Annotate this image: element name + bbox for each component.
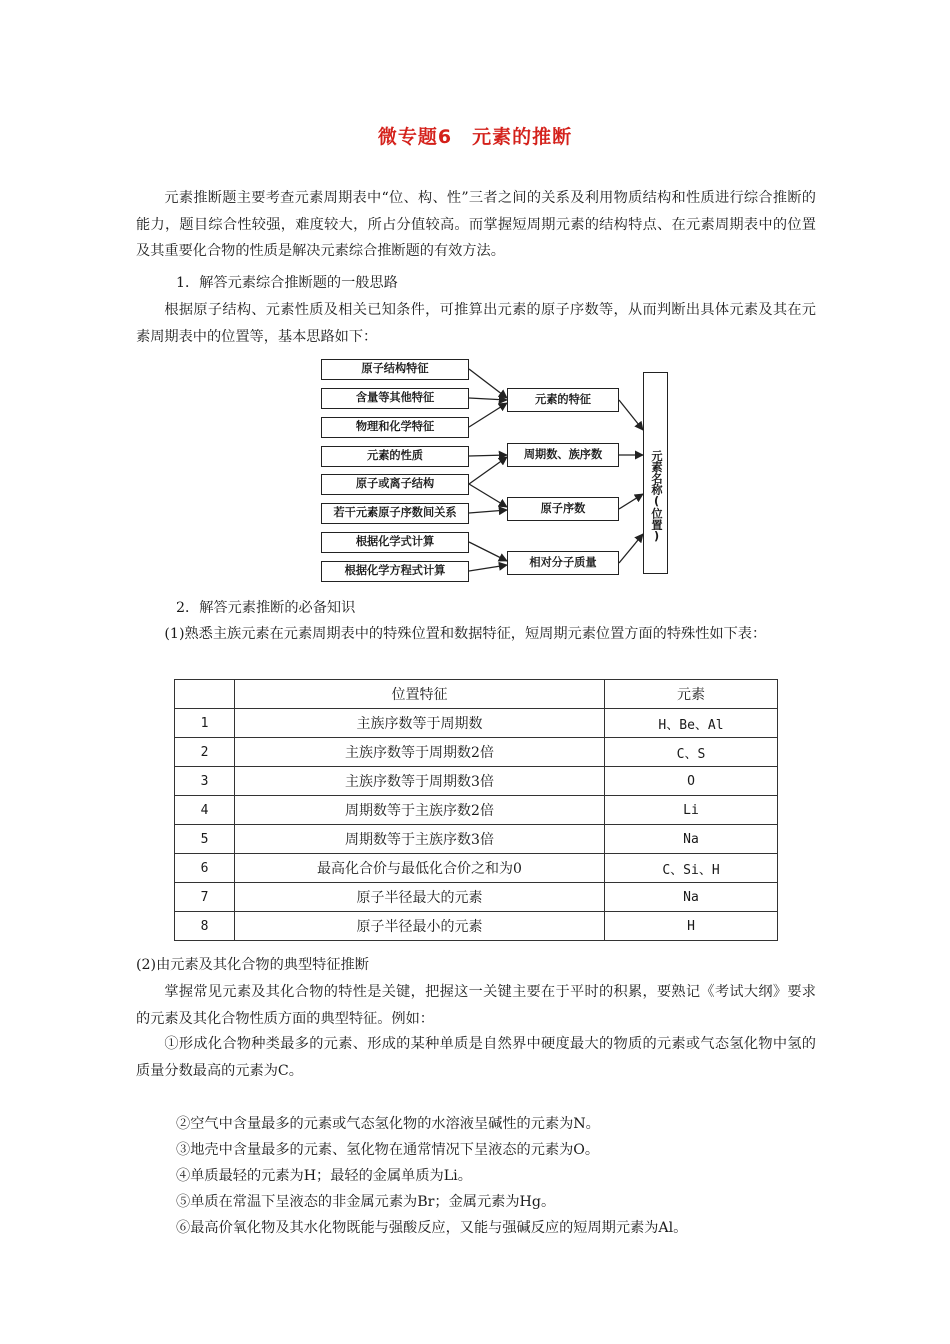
arrow-line [619,400,643,430]
flow-left-box: 物理和化学特征 [321,417,469,438]
arrow-line [469,369,507,398]
row-index: 7 [175,883,235,912]
flow-left-box: 根据化学式计算 [321,532,469,553]
sub2-text: 掌握常见元素及其化合物的特性是关键，把握这一关键主要在于平时的积累，要熟记《考试大纲》要求的元素及其化合物性质方面的典型特征。例如： [136,984,816,1027]
arrow-line [469,455,507,456]
row-index: 4 [175,796,235,825]
row-feature: 最高化合价与最低化合价之和为0 [235,854,605,883]
arrow-line [469,565,507,571]
arrow-line [619,494,643,509]
row-feature: 主族序数等于周期数2倍 [235,738,605,767]
table-row [175,854,778,883]
table-row [175,738,778,767]
row-feature: 周期数等于主族序数2倍 [235,796,605,825]
table-header-cell: 元素 [605,680,778,709]
row-element: C、S [605,738,778,767]
table-header-cell [175,680,235,709]
table-row [175,825,778,854]
arrow-line [469,484,507,507]
flow-middle-box: 相对分子质量 [507,551,619,575]
arrow-line [469,457,507,484]
flow-middle-box: 元素的特征 [507,388,619,412]
table-row [175,883,778,912]
table-row [175,796,778,825]
section2-heading: 2．解答元素推断的必备知识 [176,600,356,616]
flow-left-box: 若干元素原子序数间关系 [321,503,469,524]
row-index: 6 [175,854,235,883]
list-item: ⑤单质在常温下呈液态的非金属元素为Br；金属元素为Hg。 [176,1194,556,1210]
list-item: ④单质最轻的元素为H；最轻的金属单质为Li。 [176,1168,472,1184]
arrow-line [469,510,507,513]
row-feature: 原子半径最小的元素 [235,912,605,941]
row-element: O [605,767,778,796]
table-row [175,709,778,738]
row-feature: 周期数等于主族序数3倍 [235,825,605,854]
section2-sub1: (1)熟悉主族元素在元素周期表中的特殊位置和数据特征，短周期元素位置方面的特殊性如下表： [164,626,767,642]
row-element: Li [605,796,778,825]
position-feature-table [174,679,778,941]
row-element: H [605,912,778,941]
row-element: C、Si、H [605,854,778,883]
row-feature: 主族序数等于周期数3倍 [235,767,605,796]
section1-text: 根据原子结构、元素性质及相关已知条件，可推算出元素的原子序数等，从而判断出具体元素及其在元素周期表中的位置等，基本思路如下： [136,302,816,345]
list-item: ③地壳中含量最多的元素、氢化物在通常情况下呈液态的元素为O。 [176,1142,600,1158]
flowchart [318,356,672,584]
row-element: H、Be、Al [605,709,778,738]
page-title: 微专题6 元素的推断 [377,126,573,148]
arrow-line [469,542,507,561]
flow-middle-box: 周期数、族序数 [507,443,619,467]
flow-middle-box: 原子序数 [507,497,619,521]
flow-left-box: 原子或离子结构 [321,474,469,495]
table-row [175,912,778,941]
flow-left-box: 含量等其他特征 [321,388,469,409]
row-feature: 原子半径最大的元素 [235,883,605,912]
row-element: Na [605,825,778,854]
arrow-line [469,403,507,427]
flow-left-box: 元素的性质 [321,446,469,467]
sub2-heading: (2)由元素及其化合物的典型特征推断 [136,957,369,973]
table-row [175,767,778,796]
row-index: 5 [175,825,235,854]
list-item: ②空气中含量最多的元素或气态氢化物的水溶液呈碱性的元素为N。 [176,1116,600,1132]
list-item: ⑥最高价氧化物及其水化物既能与强酸反应，又能与强碱反应的短周期元素为Al。 [176,1220,688,1236]
list-item: ①形成化合物种类最多的元素、形成的某种单质是自然界中硬度最大的物质的元素或气态氢化物中氢的质量分数最高的元素为C。 [136,1036,816,1079]
flow-left-box: 原子结构特征 [321,359,469,380]
table-header-cell: 位置特征 [235,680,605,709]
table-header-row [175,680,778,709]
flow-result-box: 元素名称(位置) [643,372,668,574]
row-index: 1 [175,709,235,738]
arrow-line [619,534,643,563]
row-index: 3 [175,767,235,796]
row-feature: 主族序数等于周期数 [235,709,605,738]
intro-paragraph: 元素推断题主要考查元素周期表中“位、构、性”三者之间的关系及利用物质结构和性质进行综合推断的能力，题目综合性较强，难度较大，所占分值较高。而掌握短周期元素的结构特点、在元素周期表中的位置及其重要化合物的性质是解决元素综合推断题的有效方法。 [136,190,816,259]
section1-heading: 1．解答元素综合推断题的一般思路 [176,275,398,291]
row-index: 8 [175,912,235,941]
flow-left-box: 根据化学方程式计算 [321,561,469,582]
row-element: Na [605,883,778,912]
arrow-line [469,398,507,400]
row-index: 2 [175,738,235,767]
